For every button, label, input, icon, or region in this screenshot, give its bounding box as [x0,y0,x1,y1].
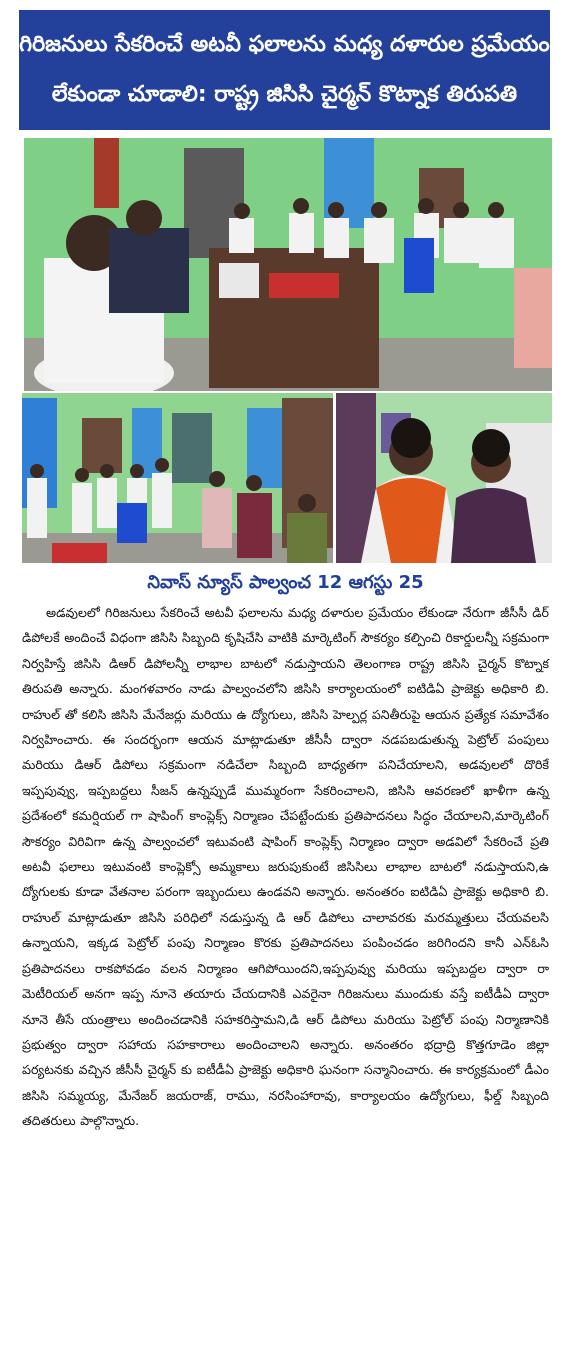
article-body: అడవులలో గిరిజనులు సేకరించే అటవీ ఫలాలను మధ్య దళారుల ప్రమేయం లేకుండా నేరుగా జీసీసీ డిర్ డిపోలకే అందించే విధంగా జిసిసి సిబ్బంది కృషిచేసి వాటికి మార్కెటింగ్ సౌకర్యం కల్పించి రికార్డులన్నీ సక్రమంగా నిర్వహిస్తే జిసిసి డిఆర్ డిపోలన్నీ లాభాల బాటలో నడుస్తాయని తెలంగాణ రాష్ట్ర జిసిసి చైర్మన్ కొట్నాక తిరుపతి అన్నారు. మంగళవారం నాడు పాల్వంచలోని జిసిసి కార్యాలయంలో ఐటిడిఏ ప్రాజెక్టు అధికారి బి. రాహుల్ తో కలిసి జిసిసి మేనేజర్లు మరియు ఉ ద్యోగులు, జిసిసి హెల్పర్ల పనితీరుపై ఆయన ప్రత్యేక సమావేశం నిర్వహించారు. ఈ సందర్భంగా ఆయన మాట్లాడుతూ జీసీసీ ద్వారా నడపబడుతున్న పెట్రోల్ పంపులు మరియు డిఆర్ డిపోలు సక్రమంగా నడిచేలా సిబ్బంది బాధ్యతగా పనిచేయాలని, అడవులలో దొరికే ఇప్పపువ్వు, ఇప్పబద్దలు సీజన్ ఉన్నప్పుడే ముమ్మరంగా సేకరించాలని, జిసిసి ఆవరణలో ఖాళీగా ఉన్న ప్రదేశంలో కమర్షియల్ గా షాపింగ్ కాంప్లెక్స్ నిర్మాణం చేపట్టేందుకు ప్రతిపాదనలు సిద్ధం చేయాలని,మార్కెటింగ్ సౌకర్యం విరివిగా ఉన్న పాల్వంచలో ఇటువంటి షాపింగ్ కాంప్లెక్స్ నిర్మాణం ద్వారా అడవిలో సేకరించే ప్రతి అటవీ ఫలాలు ఇటువంటి కాంప్లెక్సో అమ్మకాలు జరుపుకుంటే జిసిసిలు లాభాల బాటలో నడుస్తాయని,ఉ ద్యోగులకు కూడా వేతనాల పరంగా ఇబ్బందులు ఉండవని అన్నారు. అనంతరం ఐటిడిఏ ప్రాజెక్టు అధికారి బి. రాహుల్ మాట్లాడుతూ జిసిసి పరిధిలో నడుస్తున్న డి ఆర్ డిపోలు చాలావరకు మరమ్మత్తులు చేయవలసి ఉన్నాయని, ఇక్కడ పెట్రోల్ పంపు నిర్మాణం కొరకు ప్రతిపాదనలు పంపించడం జరిగిందని కానీ ఎన్ఓసి ప్రతిపాదనలు రాకపోవడం వలన నిర్మాణం ఆగిపోయిందని,ఇప్పపువ్వు మరియు ఇప్పబద్దల ద్వారా రా మెటీరియల్ అనగా ఇప్ప నూనె తయారు చేయదానికి ఎవరైనా గిరిజనులు ముందుకు వస్తే ఐటీడీఏ ద్వారా నూనె తీసే యంత్రాలు అందించడానికి సహకరిస్తామని,డి ఆర్ డిపోలు మరియు పెట్రోల్ పంపు నిర్మాణానికి ప్రభుత్వం ద్వారా సహాయ సహకారాలు అందించాలని అన్నారు. అనంతరం భద్రాద్రి కొత్తగూడెం జిల్లా పర్యటనకు వచ్చిన జీసీసీ చైర్మన్ కు ఐటీడీఏ ప్రాజెక్టు అధికారి ఘనంగా సన్మానించారు. ఈ కార్యక్రమంలో డీఎం జిసిసి సమ్మయ్య, మేనేజర్ జయరాజ్, రాము, నరసింహారావు, కార్యాలయం ఉద్యోగులు, ఫీల్డ్ సిబ్బంది తదితరులు పాల్గొన్నారు. [22,605,549,1129]
headline-line-2: లేకుండా చూడాలి: రాష్ట్ర జిసిసి చైర్మన్ కొట్నాక తిరుపతి [51,82,518,107]
headline-banner [19,10,550,130]
felicitation-photo [336,393,552,563]
meeting-room-photo [24,138,552,391]
headline-line-1: గిరిజనులు సేకరించే అటవీ ఫలాలను మధ్య దళారుల ప్రమేయం [19,32,550,57]
dateline: నివాస్ న్యూస్ పాల్వంచ 12 ఆగస్టు 25 [147,572,424,593]
office-staff-photo [22,393,333,563]
